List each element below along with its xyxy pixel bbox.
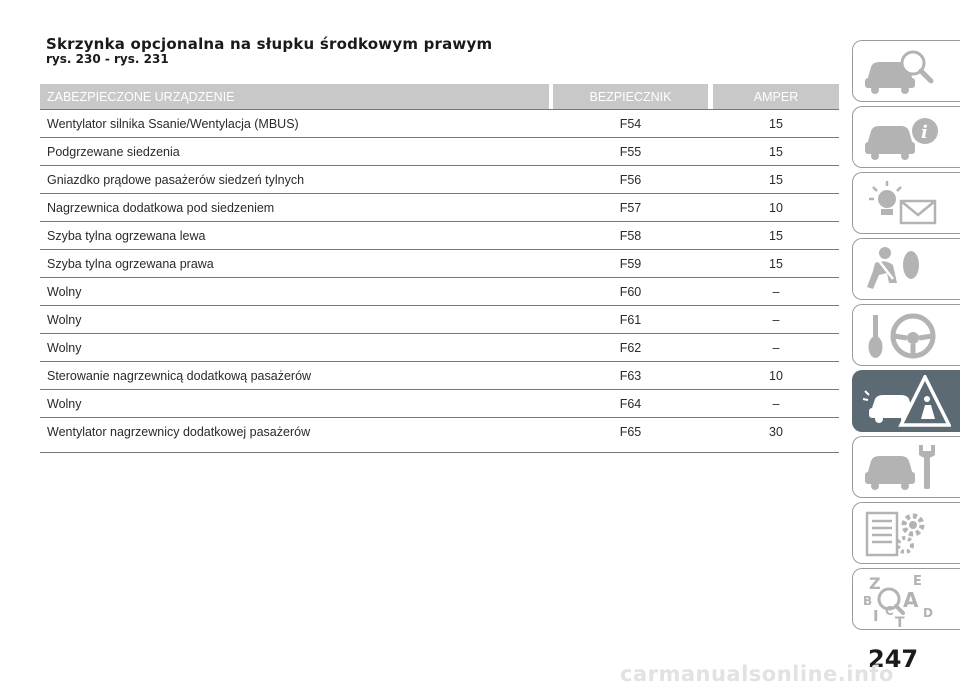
tab-safety[interactable]	[852, 238, 960, 300]
column-header-device: ZABEZPIECZONE URZĄDZENIE	[40, 84, 549, 109]
table-body	[40, 109, 839, 453]
fuse-device-cell: Wolny	[47, 341, 82, 355]
fuse-amp-cell: 10	[769, 369, 783, 383]
fuse-id-cell: F65	[619, 425, 642, 439]
fuse-device-cell: Sterowanie nagrzewnicą dodatkową pasażerów	[47, 369, 312, 383]
fuse-device-cell: Wolny	[47, 313, 82, 327]
warning-light-message-icon	[861, 177, 951, 231]
index-letter: T	[895, 615, 905, 627]
fuse-id-cell: F63	[619, 369, 642, 383]
car-maintenance-icon	[861, 441, 951, 495]
fuse-amp-cell: 15	[769, 117, 783, 131]
fuse-device-cell: Wolny	[47, 285, 82, 299]
table-row	[40, 249, 839, 277]
svg-text:i: i	[921, 122, 928, 143]
fuse-amp-cell: 30	[769, 425, 783, 439]
table-row	[40, 361, 839, 389]
table-header	[40, 84, 839, 109]
table-row	[40, 333, 839, 361]
fuse-amp-cell: 15	[769, 257, 783, 271]
table-row	[40, 193, 839, 221]
seatbelt-airbag-icon	[861, 243, 951, 297]
fuse-device-cell: Szyba tylna ogrzewana lewa	[47, 229, 206, 243]
table-row	[40, 137, 839, 165]
car-info-icon	[861, 111, 951, 165]
car-emergency-icon	[861, 375, 951, 429]
table-row	[40, 389, 839, 417]
tab-emergency[interactable]	[852, 370, 960, 432]
index-letter: C	[885, 604, 894, 618]
alphabetical-index-icon	[861, 573, 951, 627]
fuse-amp-cell: 15	[769, 229, 783, 243]
index-letter: D	[923, 606, 933, 620]
fuse-amp-cell: 15	[769, 145, 783, 159]
table-row	[40, 109, 839, 137]
fuse-id-cell: F57	[619, 201, 642, 215]
fuse-device-cell: Wentylator nagrzewnicy dodatkowej pasażerów	[47, 425, 311, 439]
tab-car-search[interactable]	[852, 40, 960, 102]
table-row	[40, 221, 839, 249]
index-letter: A	[903, 588, 919, 612]
fuse-device-cell: Wolny	[47, 397, 82, 411]
fuse-device-cell: Gniazdko prądowe pasażerów siedzeń tylnych	[47, 173, 305, 187]
fuse-amp-cell: –	[772, 397, 780, 411]
table-row	[40, 277, 839, 305]
fuse-device-cell: Podgrzewane siedzenia	[47, 145, 180, 159]
fuse-id-cell: F62	[619, 341, 642, 355]
table-row	[40, 417, 839, 453]
tab-warning-lights[interactable]	[852, 172, 960, 234]
fuse-device-cell: Wentylator silnika Ssanie/Wentylacja (MBUS)	[47, 117, 299, 131]
page-number: 247	[868, 645, 919, 673]
fuse-amp-cell: 15	[769, 173, 783, 187]
fuse-amp-cell: –	[772, 313, 780, 327]
watermark: carmanualsonline.info	[620, 662, 894, 686]
fuse-id-cell: F59	[619, 257, 642, 271]
page-title: Skrzynka opcjonalna na słupku środkowym prawym	[46, 35, 493, 53]
index-letter: I	[873, 607, 879, 625]
fuse-id-cell: F58	[619, 229, 642, 243]
figure-reference: rys. 230 - rys. 231	[46, 52, 169, 66]
tab-technical-data[interactable]	[852, 502, 960, 564]
fuse-id-cell: F61	[619, 313, 642, 327]
column-header-fuse: BEZPIECZNIK	[553, 84, 708, 109]
tab-start-drive[interactable]	[852, 304, 960, 366]
table-row	[40, 305, 839, 333]
car-search-icon	[861, 45, 951, 99]
fuse-amp-cell: 10	[769, 201, 783, 215]
fuse-table	[40, 84, 839, 453]
fuse-id-cell: F60	[619, 285, 642, 299]
tab-maintenance[interactable]	[852, 436, 960, 498]
technical-data-icon	[861, 507, 951, 561]
fuse-id-cell: F56	[619, 173, 642, 187]
index-letter: Z	[869, 574, 881, 593]
index-letter: E	[913, 574, 922, 589]
fuse-amp-cell: –	[772, 285, 780, 299]
table-row	[40, 165, 839, 193]
fuse-device-cell: Nagrzewnica dodatkowa pod siedzeniem	[47, 201, 275, 215]
key-steering-wheel-icon	[861, 309, 951, 363]
tab-car-info[interactable]	[852, 106, 960, 168]
fuse-id-cell: F64	[619, 397, 642, 411]
fuse-id-cell: F54	[619, 117, 642, 131]
fuse-device-cell: Szyba tylna ogrzewana prawa	[47, 257, 214, 271]
index-letter: B	[863, 594, 873, 608]
tab-index[interactable]	[852, 568, 960, 630]
column-header-amp: AMPER	[713, 84, 839, 109]
fuse-id-cell: F55	[619, 145, 642, 159]
fuse-amp-cell: –	[772, 341, 780, 355]
